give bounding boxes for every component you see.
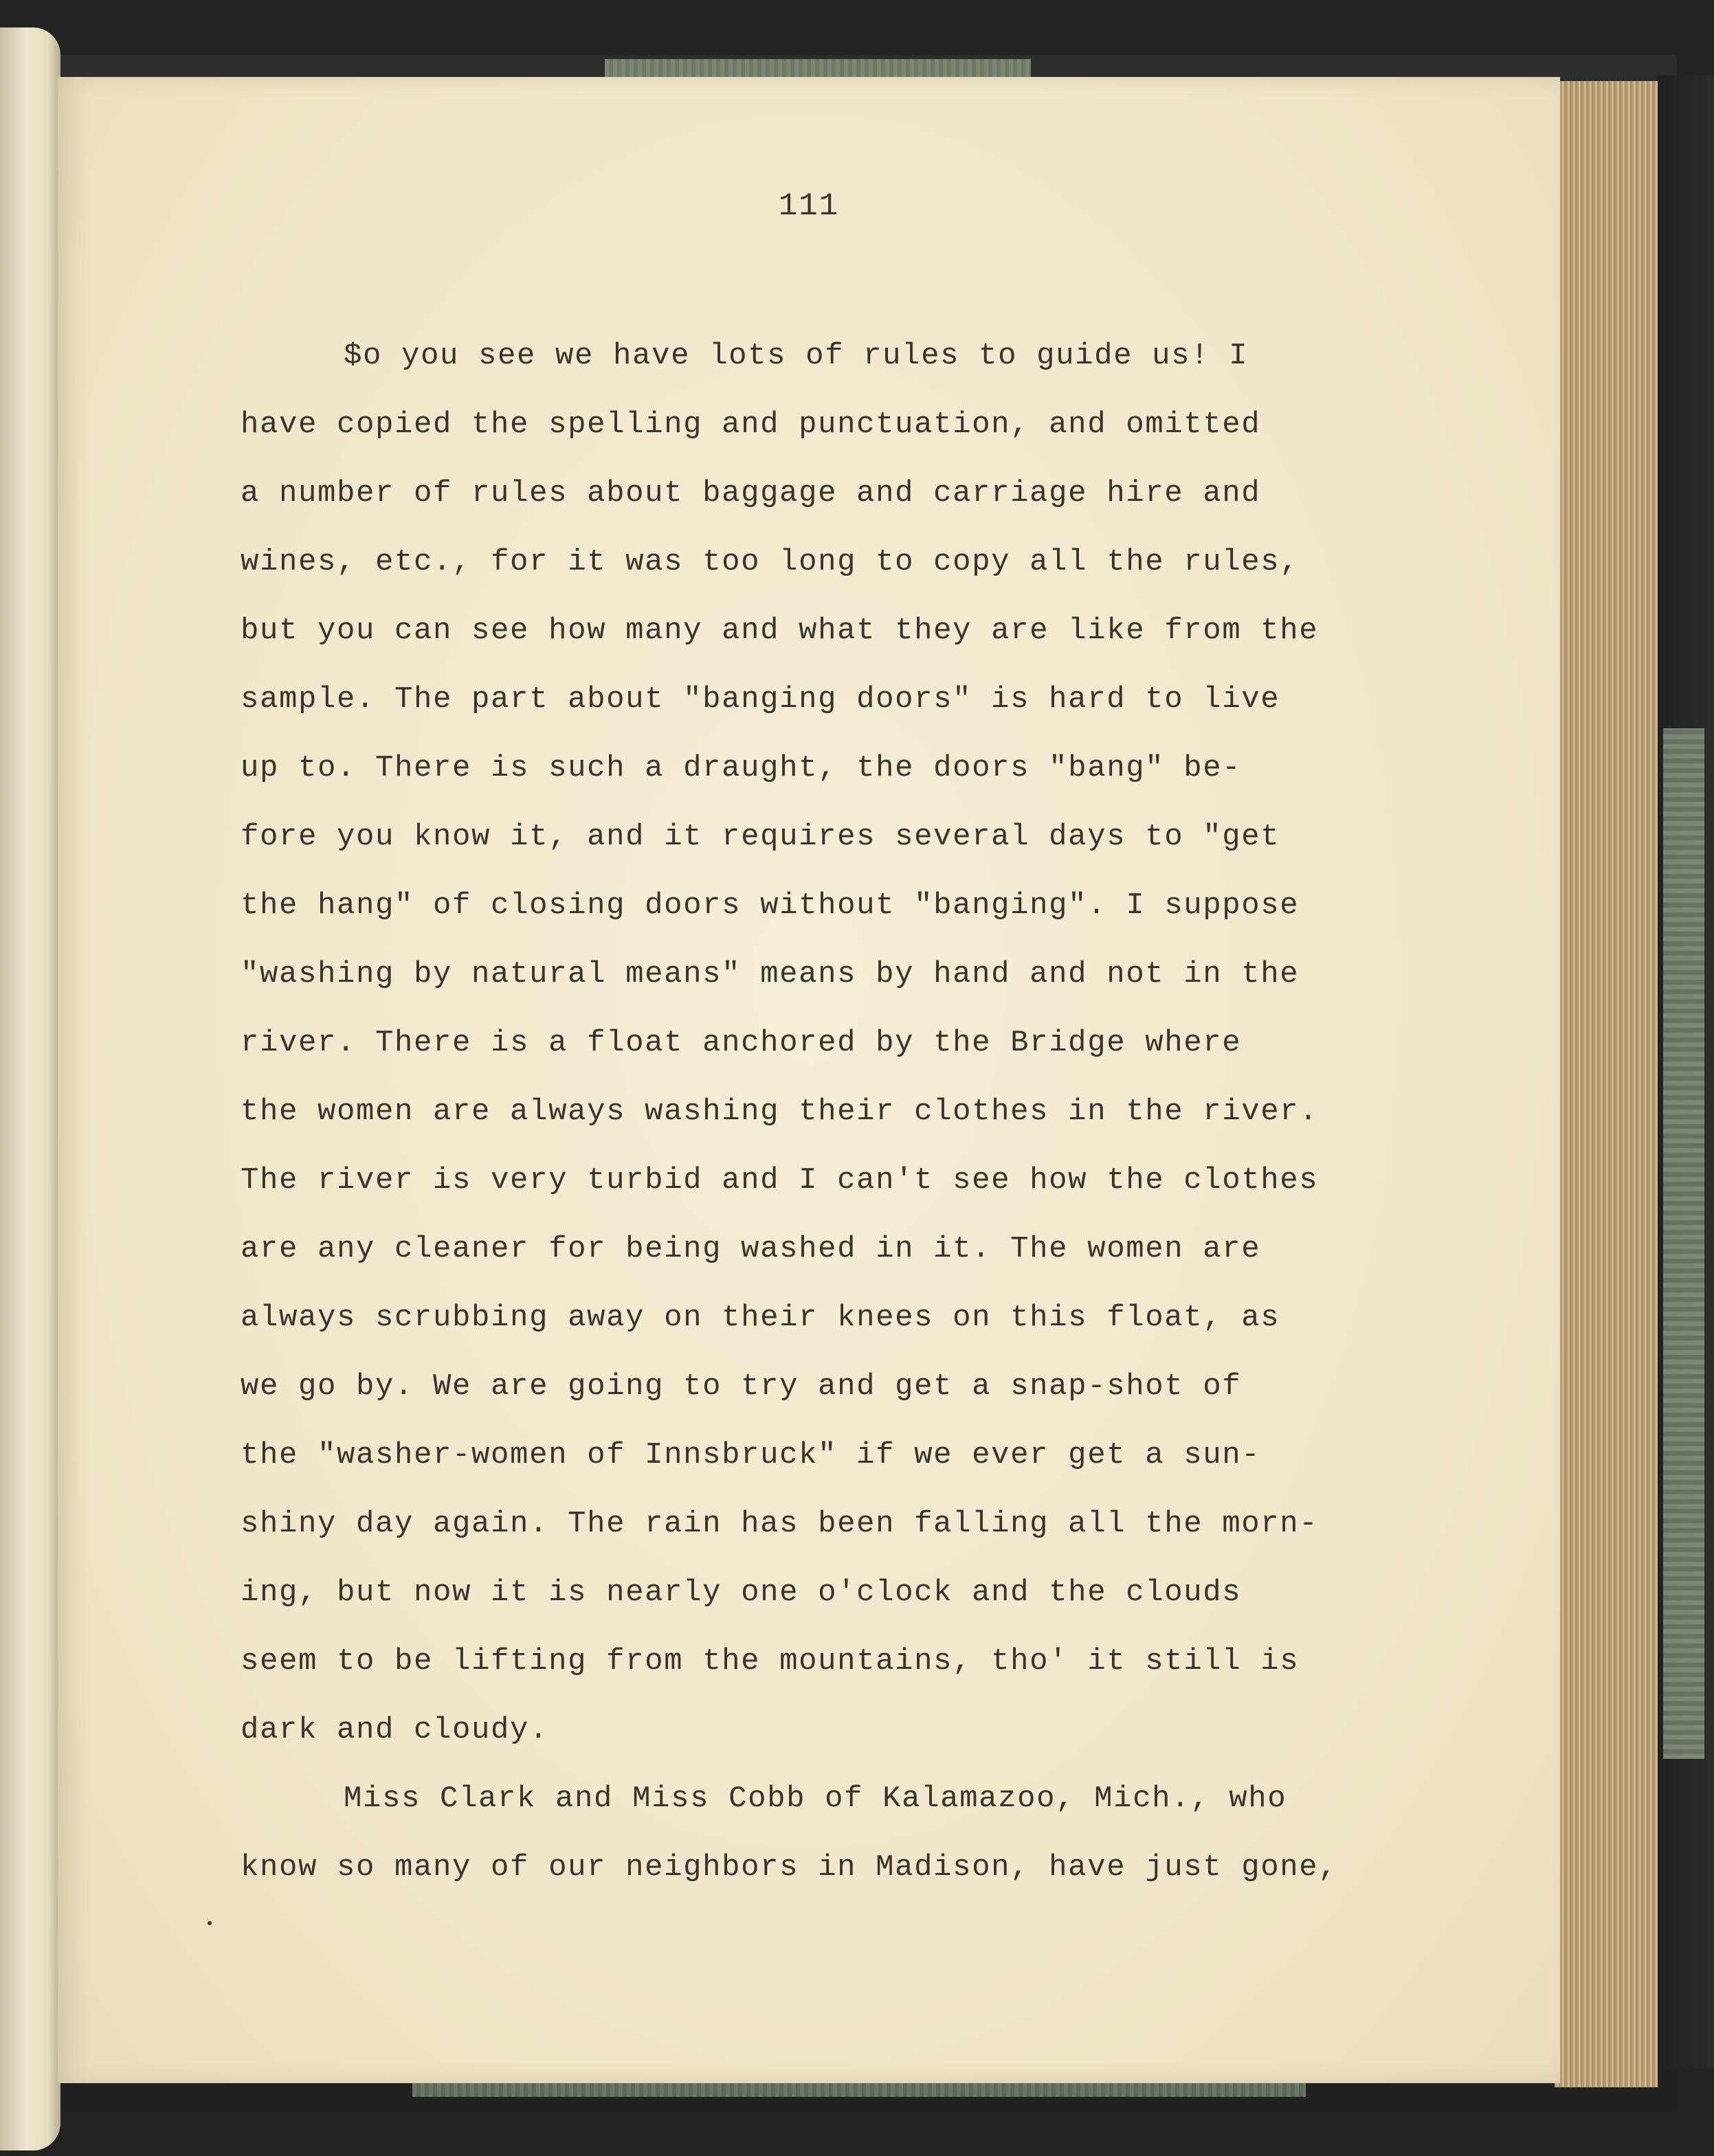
text-line: have copied the spelling and punctuation, and omitted xyxy=(241,407,1261,442)
text-line: ing, but now it is nearly one o'clock and the clouds xyxy=(241,1575,1242,1610)
text-line: but you can see how many and what they are like from the xyxy=(241,614,1319,648)
text-line: know so many of our neighbors in Madison, have just gone, xyxy=(241,1850,1338,1885)
text-line: fore you know it, and it requires several days to "get xyxy=(241,820,1280,854)
text-line: we go by. We are going to try and get a snap-shot of xyxy=(241,1369,1242,1404)
text-line: The river is very turbid and I can't see how the clothes xyxy=(241,1163,1319,1198)
text-line: up to. There is such a draught, the doors "bang" be- xyxy=(241,751,1242,785)
page-sheet xyxy=(58,77,1560,2083)
text-line: river. There is a float anchored by the Bridge where xyxy=(241,1026,1242,1060)
text-line: seem to be lifting from the mountains, tho' it still is xyxy=(241,1644,1300,1678)
text-line: the hang" of closing doors without "banging". I suppose xyxy=(241,888,1300,923)
text-line: shiny day again. The rain has been falling all the morn- xyxy=(241,1507,1319,1541)
text-line: $o you see we have lots of rules to guide us! I xyxy=(344,339,1249,373)
ink-speck xyxy=(208,1921,212,1925)
text-line: always scrubbing away on their knees on this float, as xyxy=(241,1301,1280,1335)
cloth-binding-right xyxy=(1663,728,1704,1759)
text-line: the women are always washing their clothes in the river. xyxy=(241,1094,1319,1129)
text-line: "washing by natural means" means by hand and not in the xyxy=(241,957,1300,991)
text-line: are any cleaner for being washed in it. The women are xyxy=(241,1232,1261,1266)
typed-text-body xyxy=(241,322,1491,1902)
previous-page-edge xyxy=(0,27,60,2151)
text-line: sample. The part about "banging doors" is hard to live xyxy=(241,682,1280,717)
text-line: Miss Clark and Miss Cobb of Kalamazoo, Mich., who xyxy=(344,1782,1287,1816)
text-line: a number of rules about baggage and carriage hire and xyxy=(241,476,1261,510)
text-line: the "washer-women of Innsbruck" if we ever get a sun- xyxy=(241,1438,1261,1472)
page-stack-edge xyxy=(1555,81,1658,2087)
text-line: wines, etc., for it was too long to copy all the rules, xyxy=(241,545,1300,579)
page-number: 111 xyxy=(778,188,840,224)
text-line: dark and cloudy. xyxy=(241,1713,549,1747)
